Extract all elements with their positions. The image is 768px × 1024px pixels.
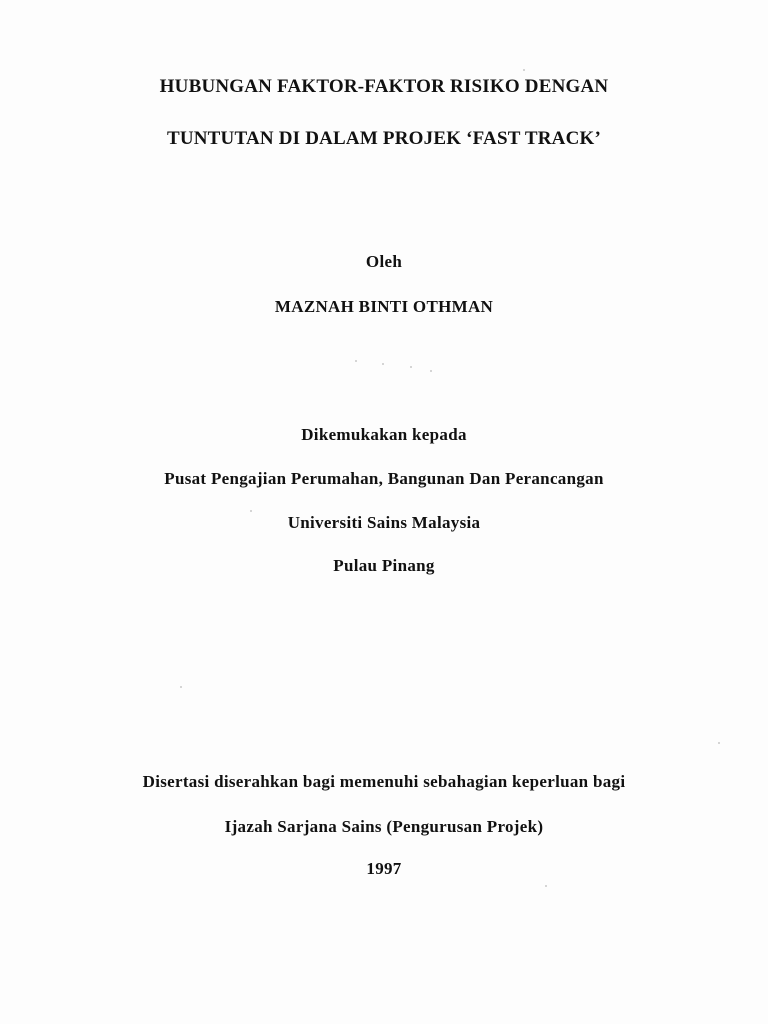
scan-speck <box>430 370 432 372</box>
title-line-1: HUBUNGAN FAKTOR-FAKTOR RISIKO DENGAN <box>159 76 609 97</box>
byline-label: Oleh <box>365 252 403 271</box>
scan-speck <box>718 742 720 744</box>
submission-label: Dikemukakan kepada <box>301 425 467 444</box>
scan-speck <box>180 686 182 688</box>
title-line-2: TUNTUTAN DI DALAM PROJEK ‘FAST TRACK’ <box>166 128 602 149</box>
scan-speck <box>523 69 525 71</box>
university-name: Universiti Sains Malaysia <box>287 513 481 532</box>
school-name: Pusat Pengajian Perumahan, Bangunan Dan Perancangan <box>164 469 604 488</box>
scan-speck <box>382 363 384 365</box>
scan-speck <box>355 360 357 362</box>
author-name: MAZNAH BINTI OTHMAN <box>274 297 494 316</box>
scan-speck <box>410 366 412 368</box>
location: Pulau Pinang <box>333 556 435 575</box>
scan-speck <box>250 510 252 512</box>
scan-speck <box>545 885 547 887</box>
year: 1997 <box>366 859 402 878</box>
dissertation-note: Disertasi diserahkan bagi memenuhi sebahagian keperluan bagi <box>142 772 626 791</box>
degree-name: Ijazah Sarjana Sains (Pengurusan Projek) <box>224 817 544 836</box>
